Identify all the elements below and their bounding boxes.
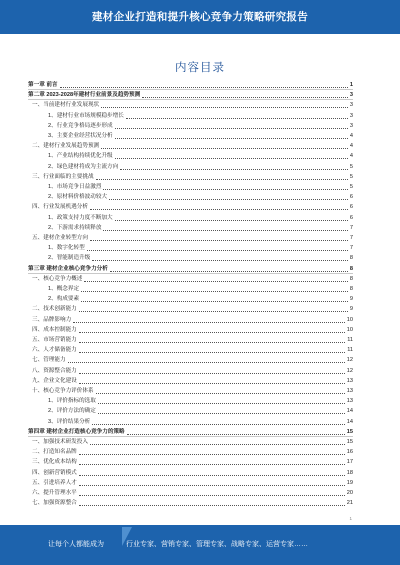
toc-entry-label: 八、资源整合能力 bbox=[32, 367, 77, 374]
toc-entry[interactable] bbox=[28, 203, 353, 212]
toc-entry-label: 第三章 建材企业核心竞争力分析 bbox=[28, 265, 108, 272]
toc-leader-dots bbox=[109, 199, 348, 200]
toc-entry-label: 一、加强技术研发投入 bbox=[32, 439, 88, 445]
toc-leader-dots bbox=[110, 271, 348, 272]
toc-entry[interactable] bbox=[28, 275, 353, 284]
toc-leader-dots bbox=[79, 464, 345, 465]
toc-entry-label: 五、引进培养人才 bbox=[32, 479, 77, 486]
toc-entry-label: 2、行业竞争格局逐步形成 bbox=[48, 122, 113, 129]
toc-leader-dots bbox=[92, 424, 344, 425]
toc-entry[interactable] bbox=[28, 346, 353, 355]
toc-entry-page: 8 bbox=[349, 255, 353, 262]
toc-entry[interactable] bbox=[28, 142, 353, 151]
toc-leader-dots bbox=[115, 128, 348, 129]
toc-entry-page: 3 bbox=[349, 92, 353, 99]
toc-leader-dots bbox=[79, 332, 345, 333]
toc-chapter-entry[interactable] bbox=[28, 91, 353, 100]
toc-leader-dots bbox=[79, 485, 345, 486]
toc-entry-page: 10 bbox=[346, 316, 353, 323]
toc-entry-label: 三、品牌影响力 bbox=[32, 316, 72, 323]
toc-entry-page: 11 bbox=[347, 347, 353, 354]
toc-entry-page: 13 bbox=[346, 377, 353, 384]
toc-entry[interactable] bbox=[28, 305, 353, 314]
toc-entry-label: 七、加强资源整合 bbox=[32, 500, 77, 507]
toc-entry-label: 2、绿色建材将成为主流方向 bbox=[48, 163, 119, 170]
toc-entry-page: 7 bbox=[349, 224, 353, 231]
toc-entry-label: 三、优化成本结构 bbox=[32, 459, 77, 466]
toc-leader-dots bbox=[68, 362, 345, 363]
toc-leader-dots bbox=[115, 220, 348, 221]
toc-leader-dots bbox=[79, 505, 345, 506]
toc-leader-dots bbox=[90, 444, 345, 445]
toc-entry[interactable] bbox=[28, 326, 353, 335]
toc-leader-dots bbox=[79, 342, 345, 343]
toc-entry-page: 14 bbox=[346, 418, 353, 425]
toc-entry-label: 1、概念界定 bbox=[48, 286, 80, 292]
toc-entry[interactable] bbox=[28, 336, 353, 345]
toc-entry[interactable] bbox=[28, 214, 353, 223]
toc-leader-dots bbox=[115, 138, 348, 139]
toc-entry[interactable] bbox=[28, 479, 353, 488]
toc-entry-page: 3 bbox=[349, 112, 353, 119]
toc-entry-label: 2、构成要素 bbox=[48, 296, 80, 303]
toc-leader-dots bbox=[115, 158, 348, 159]
toc-entry-label: 1、评价指标的选取 bbox=[48, 398, 96, 405]
toc-entry[interactable] bbox=[28, 316, 353, 325]
toc-entry[interactable] bbox=[28, 367, 353, 376]
toc-entry-label: 五、市场营销能力 bbox=[32, 337, 77, 343]
toc-entry[interactable] bbox=[28, 438, 353, 447]
toc-entry-page: 6 bbox=[349, 214, 353, 221]
toc-leader-dots bbox=[73, 322, 345, 323]
toc-entry-label: 六、提升管理水平 bbox=[32, 490, 77, 496]
toc-leader-dots bbox=[60, 87, 348, 88]
toc-entry-page: 16 bbox=[346, 449, 353, 456]
toc-entry-label: 七、管理能力 bbox=[32, 357, 66, 364]
toc-leader-dots bbox=[101, 107, 348, 108]
footer-tagline: 行业专家、营销专家、管理专家、战略专家、运营专家…… bbox=[126, 541, 308, 548]
toc-entry[interactable] bbox=[28, 285, 353, 294]
toc-leader-dots bbox=[127, 434, 345, 435]
toc-entry-label: 3、评价结果分析 bbox=[48, 418, 91, 425]
toc-entry-page: 12 bbox=[346, 357, 353, 364]
toc-leader-dots bbox=[96, 393, 345, 394]
toc-entry-page: 15 bbox=[346, 428, 353, 435]
toc-entry-page: 20 bbox=[346, 490, 353, 496]
toc-entry[interactable] bbox=[28, 152, 353, 161]
toc-leader-dots bbox=[101, 148, 348, 149]
toc-entry[interactable] bbox=[28, 397, 353, 406]
toc-entry-label: 四、成本控制能力 bbox=[32, 326, 77, 333]
toc-entry-page: 8 bbox=[349, 286, 353, 292]
toc-entry[interactable] bbox=[28, 295, 353, 304]
toc-leader-dots bbox=[79, 495, 345, 496]
toc-entry-page: 11 bbox=[347, 337, 353, 343]
toc-entry-page: 7 bbox=[349, 245, 353, 252]
toc-entry-label: 第一章 前言 bbox=[28, 82, 58, 88]
toc-entry-page: 9 bbox=[349, 306, 353, 313]
toc-entry-label: 1、政策支持力度不断加大 bbox=[48, 214, 113, 221]
toc-entry[interactable] bbox=[28, 254, 353, 263]
toc-chapter-entry[interactable] bbox=[28, 81, 353, 90]
toc-leader-dots bbox=[79, 383, 345, 384]
toc-entry-label: 一、当前建材行业发展现状 bbox=[32, 102, 100, 109]
toc-entry-label: 2、评价方法的确定 bbox=[48, 408, 96, 415]
toc-entry-label: 四、行业发展机遇分析 bbox=[32, 204, 88, 211]
toc-entry-label: 五、建材企业转型方向 bbox=[32, 235, 88, 241]
toc-leader-dots bbox=[126, 118, 348, 119]
toc-entry-label: 一、核心竞争力概述 bbox=[32, 275, 83, 282]
document-title: 建材企业打造和提升核心竞争力策略研究报告 bbox=[92, 11, 308, 23]
toc-entry-page: 3 bbox=[349, 122, 353, 129]
toc-leader-dots bbox=[79, 352, 345, 353]
toc-entry-page: 13 bbox=[346, 388, 353, 394]
toc-leader-dots bbox=[79, 373, 345, 374]
toc-entry[interactable] bbox=[28, 418, 353, 427]
footer-slogan: 让每个人都能成为 bbox=[48, 541, 104, 548]
toc-entry[interactable] bbox=[28, 499, 353, 508]
toc-leader-dots bbox=[81, 301, 348, 302]
toc-leader-dots bbox=[98, 403, 345, 404]
toc-entry-label: 十、核心竞争力评价体系 bbox=[32, 388, 94, 394]
toc-entry-label: 2、下游需求持续释放 bbox=[48, 224, 102, 231]
toc-entry-page: 5 bbox=[349, 184, 353, 190]
toc-entry[interactable] bbox=[28, 122, 353, 131]
toc-entry[interactable] bbox=[28, 356, 353, 365]
toc-entry-page: 12 bbox=[346, 367, 353, 374]
toc-leader-dots bbox=[96, 179, 348, 180]
toc-entry-page: 6 bbox=[349, 204, 353, 211]
toc-leader-dots bbox=[90, 209, 348, 210]
toc-entry-page: 6 bbox=[349, 194, 353, 201]
toc-entry[interactable] bbox=[28, 244, 353, 253]
toc-entry-page: 1 bbox=[349, 82, 353, 88]
toc-entry[interactable] bbox=[28, 173, 353, 182]
toc-entry-label: 1、数字化转型 bbox=[48, 245, 85, 252]
toc-entry-page: 14 bbox=[346, 408, 353, 415]
toc-leader-dots bbox=[79, 475, 345, 476]
toc-leader-dots bbox=[79, 454, 345, 455]
toc-entry-page: 4 bbox=[349, 153, 353, 160]
toc-leader-dots bbox=[84, 281, 348, 282]
toc-entry-label: 九、企业文化建设 bbox=[32, 377, 77, 384]
toc-entry-label: 第二章 2023-2028年建材行业前景及趋势预测 bbox=[28, 92, 141, 99]
toc-entry[interactable] bbox=[28, 183, 353, 192]
toc-entry-label: 四、创新营销模式 bbox=[32, 469, 77, 476]
toc-entry[interactable] bbox=[28, 458, 353, 467]
toc-entry-page: 9 bbox=[349, 296, 353, 303]
toc-entry-page: 3 bbox=[349, 102, 353, 109]
toc-entry-label: 三、行业面临的主要挑战 bbox=[32, 173, 94, 180]
toc-entry-label: 1、建材行业市场规模稳步增长 bbox=[48, 112, 124, 119]
toc-entry-label: 第四章 建材企业打造核心竞争力的策略 bbox=[28, 428, 125, 435]
toc-chapter-entry[interactable] bbox=[28, 265, 353, 274]
toc-entry-page: 4 bbox=[349, 143, 353, 150]
toc-entry-page: 8 bbox=[349, 265, 353, 272]
toc-leader-dots bbox=[92, 260, 348, 261]
toc-entry[interactable] bbox=[28, 234, 353, 243]
toc-leader-dots bbox=[142, 97, 348, 98]
toc-entry[interactable] bbox=[28, 193, 353, 202]
toc-leader-dots bbox=[90, 240, 348, 241]
toc-entry-page: 5 bbox=[349, 163, 353, 170]
toc-entry-label: 2、原材料价格波动较大 bbox=[48, 194, 108, 201]
toc-entry[interactable] bbox=[28, 387, 353, 396]
toc-entry-page: 4 bbox=[349, 133, 353, 139]
toc-entry-page: 17 bbox=[346, 459, 353, 466]
toc-entry[interactable] bbox=[28, 132, 353, 141]
toc-entry-label: 2、智能制造升级 bbox=[48, 255, 91, 262]
toc-entry-label: 六、人才储备能力 bbox=[32, 347, 77, 354]
toc-leader-dots bbox=[103, 189, 347, 190]
toc-entry[interactable] bbox=[28, 101, 353, 110]
toc-leader-dots bbox=[81, 291, 348, 292]
toc-entry[interactable] bbox=[28, 469, 353, 478]
toc-chapter-entry[interactable] bbox=[28, 428, 353, 437]
toc-entry[interactable] bbox=[28, 112, 353, 121]
toc-entry-page: 8 bbox=[349, 275, 353, 282]
toc-leader-dots bbox=[87, 250, 348, 251]
toc-entry-page: 13 bbox=[346, 398, 353, 405]
toc-entry-page: 15 bbox=[346, 439, 353, 445]
toc-entry[interactable] bbox=[28, 489, 353, 498]
toc-entry-page: 7 bbox=[349, 235, 353, 241]
toc-entry[interactable] bbox=[28, 224, 353, 233]
toc-entry-page: 5 bbox=[349, 173, 353, 180]
toc-entry-label: 二、建材行业发展趋势预测 bbox=[32, 143, 100, 150]
page-number: 1 bbox=[349, 516, 352, 521]
toc-entry-label: 二、打造知名品牌 bbox=[32, 449, 77, 456]
toc-entry[interactable] bbox=[28, 163, 353, 172]
toc-leader-dots bbox=[79, 311, 348, 312]
toc-entry[interactable] bbox=[28, 377, 353, 386]
toc-entry-label: 1、产业结构持续优化升级 bbox=[48, 153, 113, 160]
toc-heading: 内容目录 bbox=[175, 62, 225, 74]
toc-entry-label: 3、主要企业经营状况分析 bbox=[48, 133, 113, 139]
toc-entry-page: 19 bbox=[346, 479, 353, 486]
toc-entry-page: 21 bbox=[346, 500, 353, 507]
toc-leader-dots bbox=[98, 413, 345, 414]
toc-entry-label: 二、技术创新能力 bbox=[32, 306, 77, 313]
toc-entry-page: 10 bbox=[346, 326, 353, 333]
toc-entry-page: 18 bbox=[346, 469, 353, 476]
toc-entry[interactable] bbox=[28, 448, 353, 457]
toc-leader-dots bbox=[120, 169, 348, 170]
toc-entry[interactable] bbox=[28, 407, 353, 416]
toc-leader-dots bbox=[103, 230, 347, 231]
toc-entry-label: 1、市场竞争日益激烈 bbox=[48, 184, 102, 190]
